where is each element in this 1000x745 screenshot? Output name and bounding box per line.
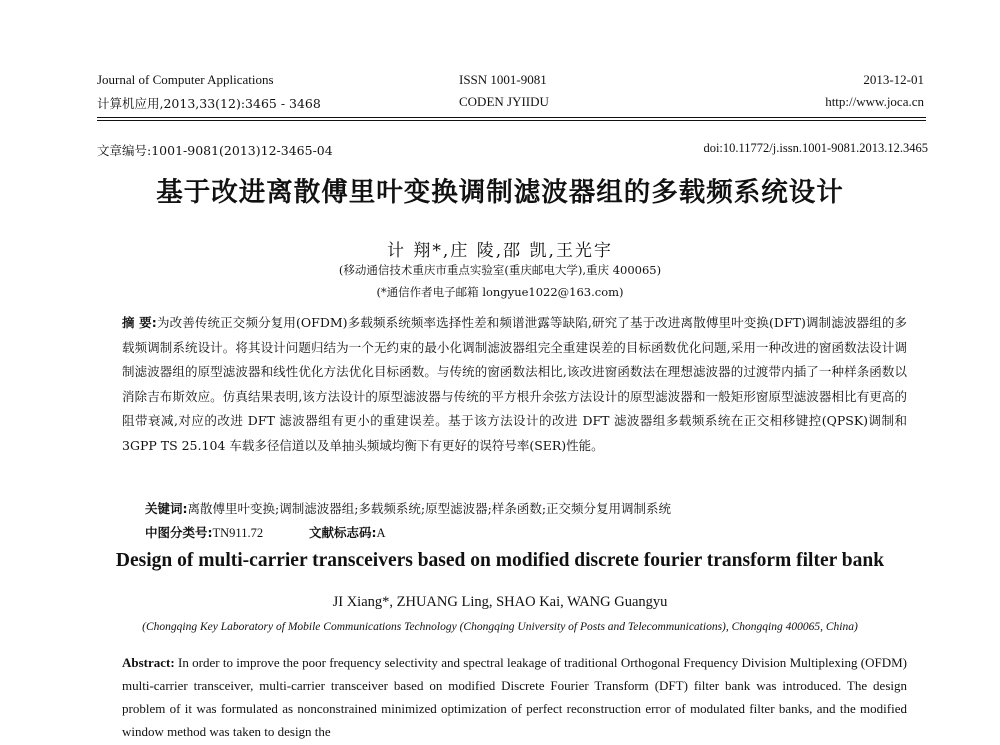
clc-number: TN911.72 [212, 526, 264, 540]
english-affiliation: (Chongqing Key Laboratory of Mobile Communications Technology (Chongqing University of Posts and Telecommunications), Chongqing 400065, China) [142, 621, 858, 633]
chinese-abstract-text: 为改善传统正交频分复用(OFDM)多载频系统频率选择性差和频谱泄露等缺陷,研究了基于改进离散傅里叶变换(DFT)调制滤波器组的多载频调制系统设计。将其设计问题归结为一个无约束的最小化调制滤波器组完全重建误差的目标函数优化问题,采用一种改进的窗函数法设计调制滤波器组的原型滤波器和线性优化方法优化目标函数。与传统的窗函数法相比,该改进窗函数法在理想滤波器的过渡带内插了一种样条函数以消除吉布斯效应。仿真结果表明,该方法设计的原型滤波器与传统的平方根升余弦方法设计的原型滤波器和一般矩形窗原型滤波器相比有更高的阻带衰减,对应的改进 DFT 滤波器组有更小的重建误差。基于该方法设计的改进 DFT 滤波器组多载频系统在正交相移键控(QPSK)调制和 3GPP TS 25.104 车载多径信道以及单抽头频域均衡下有更好的误符号率(SER)性能。 [122, 315, 907, 453]
journal-citation-cn: 计算机应用,2013,33(12):3465 - 3468 [97, 96, 321, 111]
journal-name-en: Journal of Computer Applications [97, 72, 274, 87]
article-number: 文章编号:1001-9081(2013)12-3465-04 [97, 143, 333, 158]
english-authors: JI Xiang*, ZHUANG Ling, SHAO Kai, WANG Guangyu [332, 594, 668, 610]
english-abstract [122, 651, 907, 743]
journal-url: http://www.joca.cn [825, 94, 924, 109]
coden: CODEN JYIIDU [459, 94, 549, 109]
chinese-affiliation: (移动通信技术重庆市重点实验室(重庆邮电大学),重庆 400065) [338, 263, 662, 277]
publication-date: 2013-12-01 [863, 72, 924, 87]
chinese-title: 基于改进离散傅里叶变换调制滤波器组的多载频系统设计 [156, 177, 844, 208]
doi: doi:10.11772/j.issn.1001-9081.2013.12.3465 [703, 141, 928, 155]
doc-code-label: 文献标志码: [309, 525, 377, 540]
corresponding-author: (*通信作者电子邮箱 longyue1022@163.com) [376, 285, 624, 299]
issn: ISSN 1001-9081 [459, 72, 547, 87]
keywords-label: 关键词: [145, 501, 188, 516]
chinese-keywords [145, 499, 671, 517]
english-abstract-text: In order to improve the poor frequency selectivity and spectral leakage of traditional Orthogonal Frequency Division Multiplexing (OFDM) multi-carrier transceiver, multi-carrier transceiver based on modified Discrete Fourier Transform (DFT) filter bank was introduced. The design problem of it was formulated as nonconstrained minimized optimization of perfect reconstruction error of modulated filter banks, and the modified window method was taken to design the [122, 655, 908, 739]
keywords-text: 离散傅里叶变换;调制滤波器组;多载频系统;原型滤波器;样条函数;正交频分复用调制系统 [187, 501, 672, 516]
clc-label: 中图分类号: [145, 525, 213, 540]
chinese-authors: 计 翔*,庄 陵,邵 凯,王光宇 [387, 241, 613, 261]
doc-code: A [376, 526, 386, 540]
classification [145, 523, 386, 541]
chinese-abstract [122, 311, 907, 458]
chinese-abstract-label: 摘 要: [122, 315, 157, 330]
english-title: Design of multi-carrier transceivers based on modified discrete fourier transform filter bank [115, 550, 885, 571]
header-rule-thin [97, 120, 926, 121]
english-abstract-label: Abstract: [122, 655, 175, 670]
header-rule-thick [97, 117, 926, 118]
